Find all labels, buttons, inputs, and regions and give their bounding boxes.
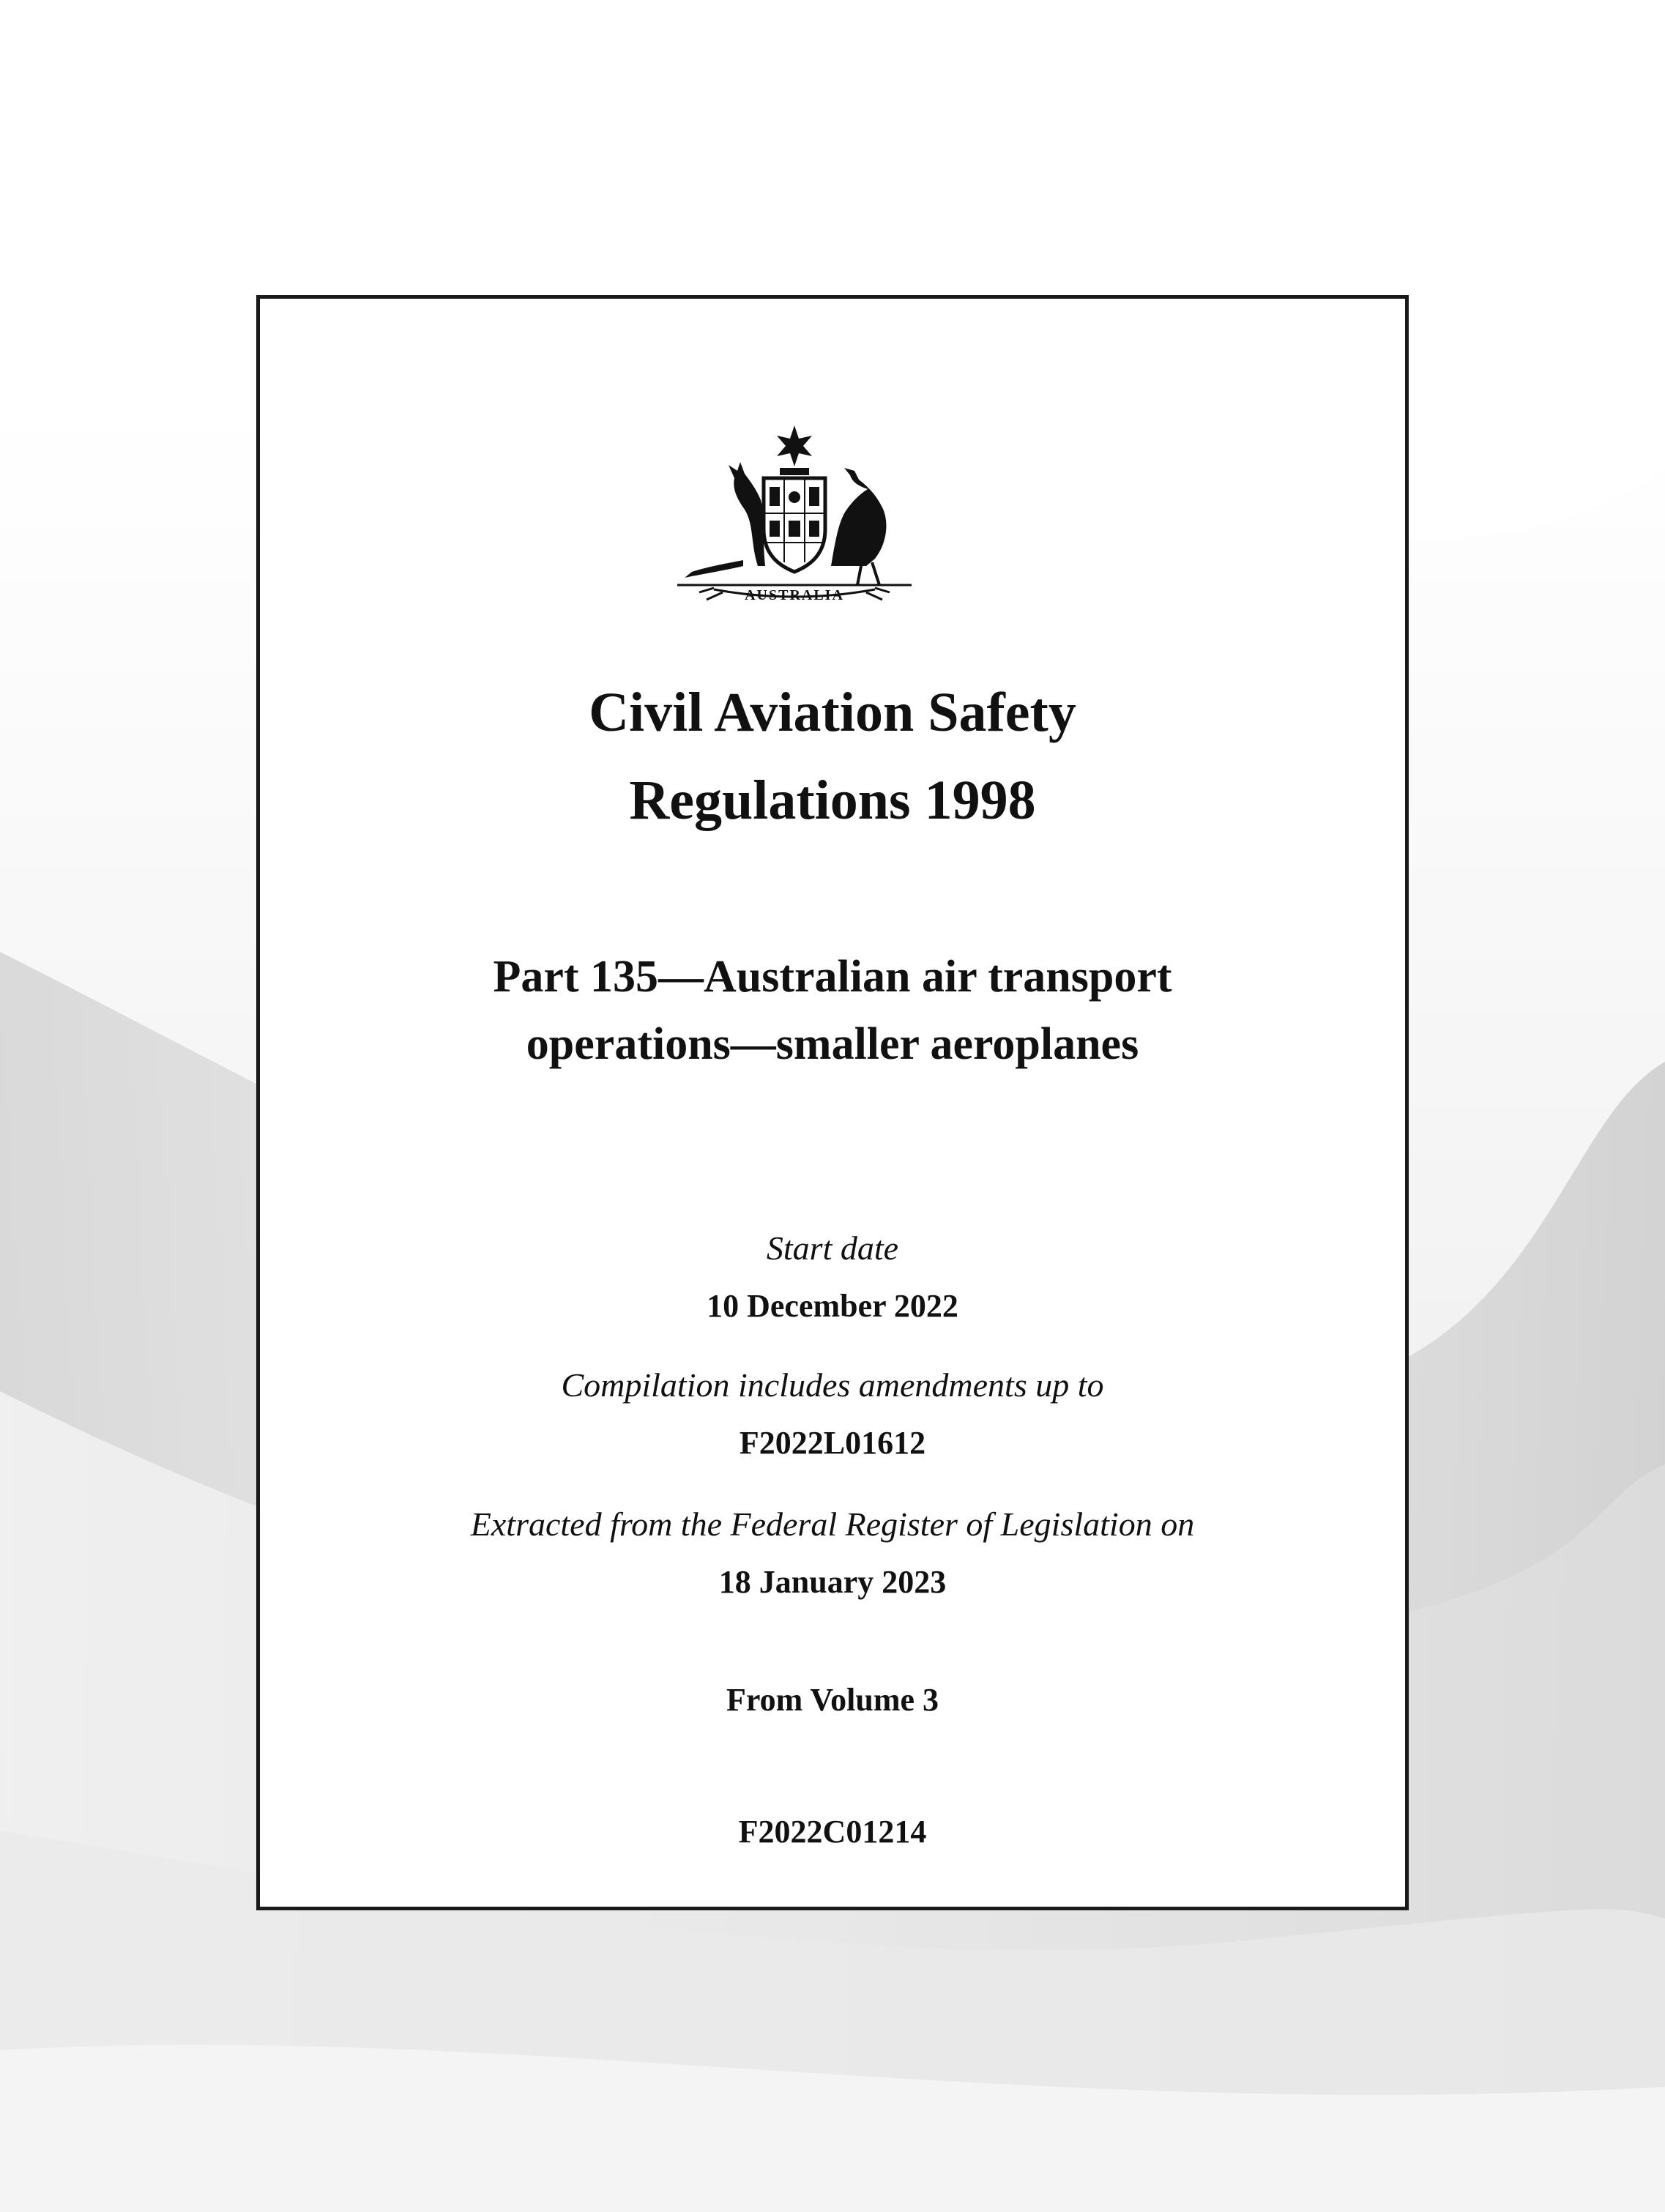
coat-of-arms-icon [670, 420, 919, 610]
title-line-2: Regulations 1998 [629, 770, 1036, 831]
cover-frame [256, 295, 1409, 1910]
volume-label: From Volume 3 [726, 1682, 939, 1718]
crest-motto: AUSTRALIA [745, 587, 844, 603]
start-date-value: 10 December 2022 [707, 1288, 958, 1324]
compilation-value: F2022L01612 [739, 1425, 926, 1461]
title-line-1: Civil Aviation Safety [589, 682, 1076, 743]
document-title [260, 669, 1405, 844]
compilation-label: Compilation includes amendments up to [561, 1366, 1104, 1404]
part-subtitle [260, 943, 1405, 1078]
part-line-1: Part 135—Australian air transport [493, 952, 1172, 1002]
extracted-value: 18 January 2023 [718, 1564, 947, 1600]
compilation-id: F2022C01214 [738, 1814, 927, 1850]
part-line-2: operations—smaller aeroplanes [526, 1019, 1139, 1069]
start-date-label: Start date [766, 1229, 899, 1267]
extracted-label: Extracted from the Federal Register of Legislation on [470, 1505, 1195, 1543]
